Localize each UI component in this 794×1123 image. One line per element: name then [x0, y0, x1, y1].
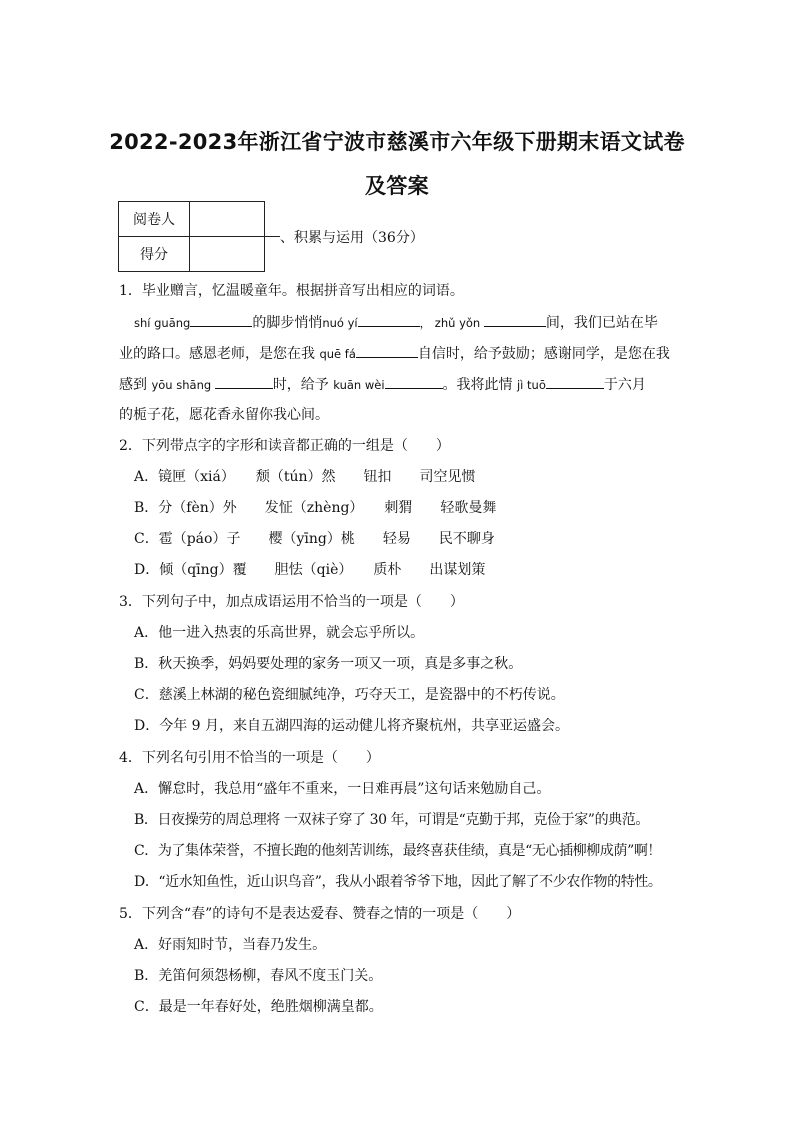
- reviewer-cell: [190, 202, 265, 237]
- q5-option-c[interactable]: C．最是一年春好处，绝胜烟柳满皇都。: [134, 999, 383, 1015]
- score-table: [118, 201, 265, 272]
- score-cell: [190, 237, 265, 272]
- q2-option-c[interactable]: C．雹（páo）子 樱（yīng）桃 轻易 民不聊身: [134, 531, 495, 547]
- blank-zhuyan[interactable]: [484, 312, 546, 327]
- exam-title-line2: 及答案: [365, 174, 429, 198]
- q5-option-b[interactable]: B．羌笛何须怨杨柳，春风不度玉门关。: [134, 968, 383, 984]
- q3-option-d[interactable]: D．今年 9 月，来自五湖四海的运动健儿将齐聚杭州，共享亚运盛会。: [134, 718, 570, 734]
- blank-shiguang[interactable]: [190, 312, 252, 327]
- q5-option-a[interactable]: A．好雨知时节，当春乃发生。: [134, 937, 327, 953]
- q5-stem: 5．下列含“春”的诗句不是表达爱春、赞春之情的一项是（ ）: [119, 906, 521, 922]
- blank-quefa[interactable]: [356, 343, 418, 358]
- q3-stem: 3．下列句子中，加点成语运用不恰当的一项是（ ）: [119, 594, 464, 610]
- q4-option-d[interactable]: D．“近水知鱼性，近山识鸟音”，我从小跟着爷爷下地，因此了解了不少农作物的特性。: [134, 874, 662, 890]
- q4-stem: 4．下列名句引用不恰当的一项是（ ）: [119, 750, 380, 766]
- q3-option-b[interactable]: B．秋天换季，妈妈要处理的家务一项又一项，真是多事之秋。: [134, 656, 523, 672]
- q3-option-a[interactable]: A．他一进入热衷的乐高世界，就会忘乎所以。: [134, 625, 425, 641]
- q1-passage-line1: shí guāng 的脚步悄悄nuó yí ， zhǔ yǒn 间，我们已站在毕: [134, 312, 699, 333]
- q1-passage-line2: 业的路口。感恩老师，是您在我 quē fá 自信时，给予鼓励；感谢同学，是您在我: [119, 343, 684, 364]
- blank-nuoyi[interactable]: [358, 312, 420, 327]
- q2-option-a[interactable]: A．镜匣（xiá） 颓（tún）然 钮扣 司空见惯: [134, 469, 476, 485]
- blank-kuanwei[interactable]: [385, 374, 443, 389]
- q2-stem: 2．下列带点字的字形和读音都正确的一组是（ ）: [119, 438, 450, 454]
- section-title: 、积累与运用（36分）: [280, 230, 424, 246]
- q2-option-b[interactable]: B．分（fèn）外 发怔（zhèng） 刺猬 轻歌曼舞: [134, 500, 497, 516]
- blank-youshang[interactable]: [215, 374, 273, 389]
- q3-option-c[interactable]: C．慈溪上林湖的秘色瓷细腻纯净，巧夺天工，是瓷器中的不朽传说。: [134, 687, 565, 703]
- q4-option-c[interactable]: C．为了集体荣誉，不擅长跑的他刻苦训练，最终喜获佳绩，真是“无心插柳柳成荫”啊！: [134, 843, 662, 859]
- q4-option-b[interactable]: B．日夜操劳的周总理将 一双袜子穿了 30 年，可谓是“克勤于邦，克俭于家”的典范。: [134, 812, 649, 828]
- reviewer-label: 阅卷人: [119, 202, 190, 237]
- exam-title-line1: 2022-2023年浙江省宁波市慈溪市六年级下册期末语文试卷: [109, 130, 685, 154]
- q1-stem: 1．毕业赠言，忆温暖童年。根据拼音写出相应的词语。: [119, 283, 464, 299]
- q2-option-d[interactable]: D．倾（qīng）覆 胆怯（qiè） 质朴 出谋划策: [134, 562, 486, 578]
- q1-passage-line4: 的栀子花，愿花香永留你我心间。: [119, 407, 329, 423]
- q4-option-a[interactable]: A．懈怠时，我总用“盛年不重来，一日难再晨”这句话来勉励自己。: [134, 781, 551, 797]
- score-label: 得分: [119, 237, 190, 272]
- q1-passage-line3: 感到 yōu shāng 时，给予 kuān wèi 。我将此情 jì tuō 于六月: [119, 374, 684, 395]
- blank-jituo[interactable]: [546, 374, 604, 389]
